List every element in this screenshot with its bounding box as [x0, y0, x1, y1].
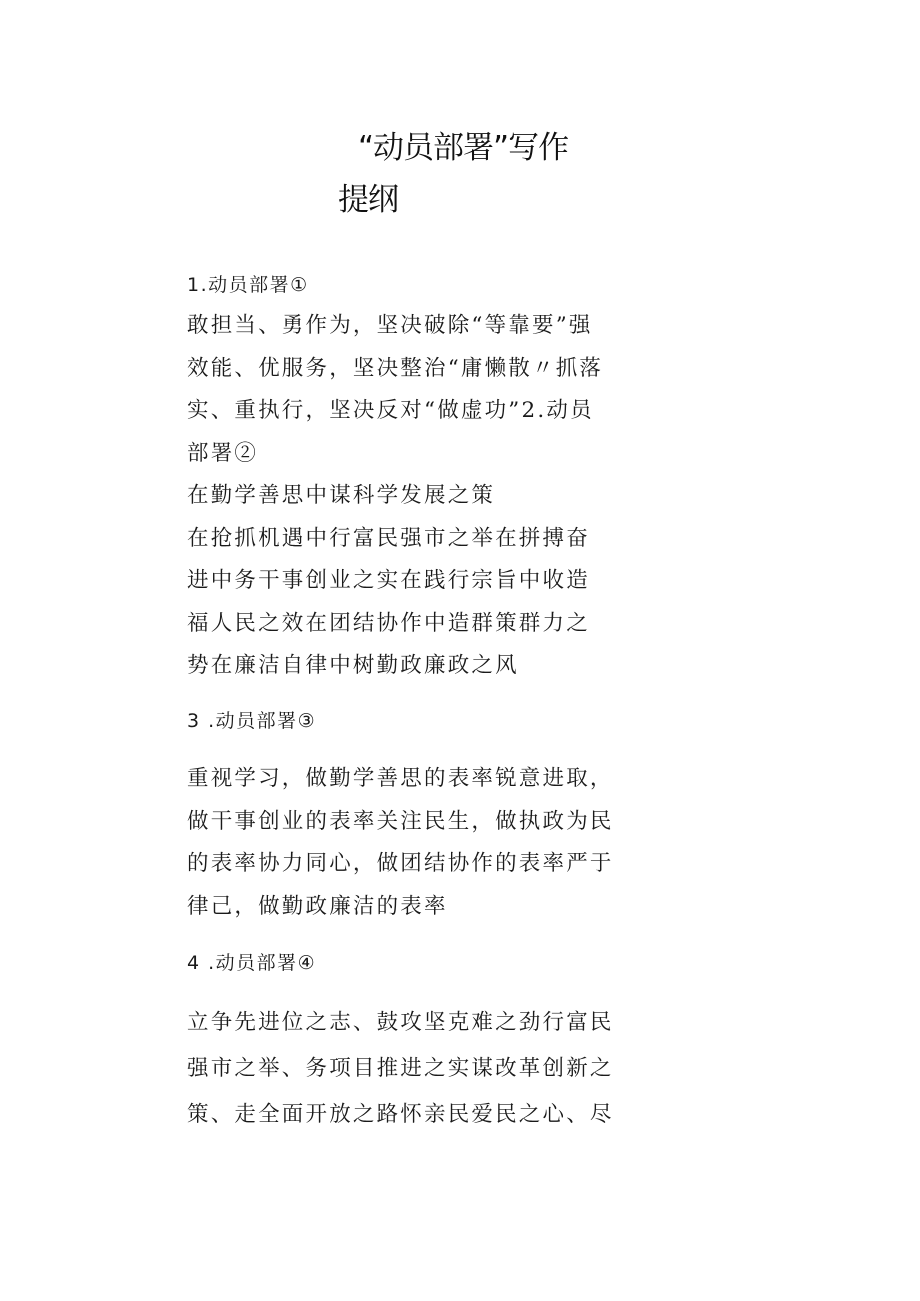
- paragraph-line: 策、走全面开放之路怀亲民爱民之心、尽: [187, 1102, 614, 1127]
- section-2-paragraph: [187, 475, 607, 688]
- paragraph-line: 实、重执行，坚决反对“做虚功”2.动员: [187, 398, 594, 423]
- paragraph-line: 做干事创业的表率关注民生，做执政为民: [187, 808, 614, 834]
- paragraph-line: 在勤学善思中谋科学发展之策: [187, 483, 496, 508]
- section-1-paragraph: [187, 305, 607, 475]
- title-line-1: “动员部署”写作: [358, 130, 569, 166]
- paragraph-line: 在抢抓机遇中行富民强市之举在拼搏奋: [187, 525, 590, 551]
- paragraph-line: 敢担当、勇作为，坚决破除“等靠要”强: [187, 313, 593, 338]
- paragraph-line: 立争先进位之志、鼓攻坚克难之劲行富民: [187, 1010, 614, 1035]
- section-3-heading: 3 .动员部署③: [187, 710, 317, 732]
- section-1-heading: 1.动员部署①: [187, 274, 309, 296]
- paragraph-line: 福人民之效在团结协作中造群策群力之: [187, 610, 590, 636]
- paragraph-line: 律己，做勤政廉洁的表率: [187, 893, 448, 919]
- paragraph-line: 效能、优服务，坚决整治“庸懒散〃抓落: [187, 355, 604, 381]
- paragraph-line: 势在廉洁自律中树勤政廉政之风: [187, 653, 519, 678]
- section-3-paragraph: [187, 758, 614, 928]
- paragraph-line: 的表率协力同心，做团结协作的表率严于: [187, 851, 614, 876]
- paragraph-line: 进中务干事创业之实在践行宗旨中收造: [187, 568, 590, 593]
- document-title: [338, 122, 608, 226]
- paragraph-line: 重视学习，做勤学善思的表率锐意进取，: [187, 766, 614, 791]
- title-line-2: 提纲: [338, 182, 398, 218]
- section-4-heading: 4 .动员部署④: [187, 952, 317, 974]
- section-4-paragraph: [187, 1000, 614, 1138]
- paragraph-line: 强市之举、务项目推进之实谋改革创新之: [187, 1056, 614, 1081]
- paragraph-line: 部署②: [187, 440, 259, 466]
